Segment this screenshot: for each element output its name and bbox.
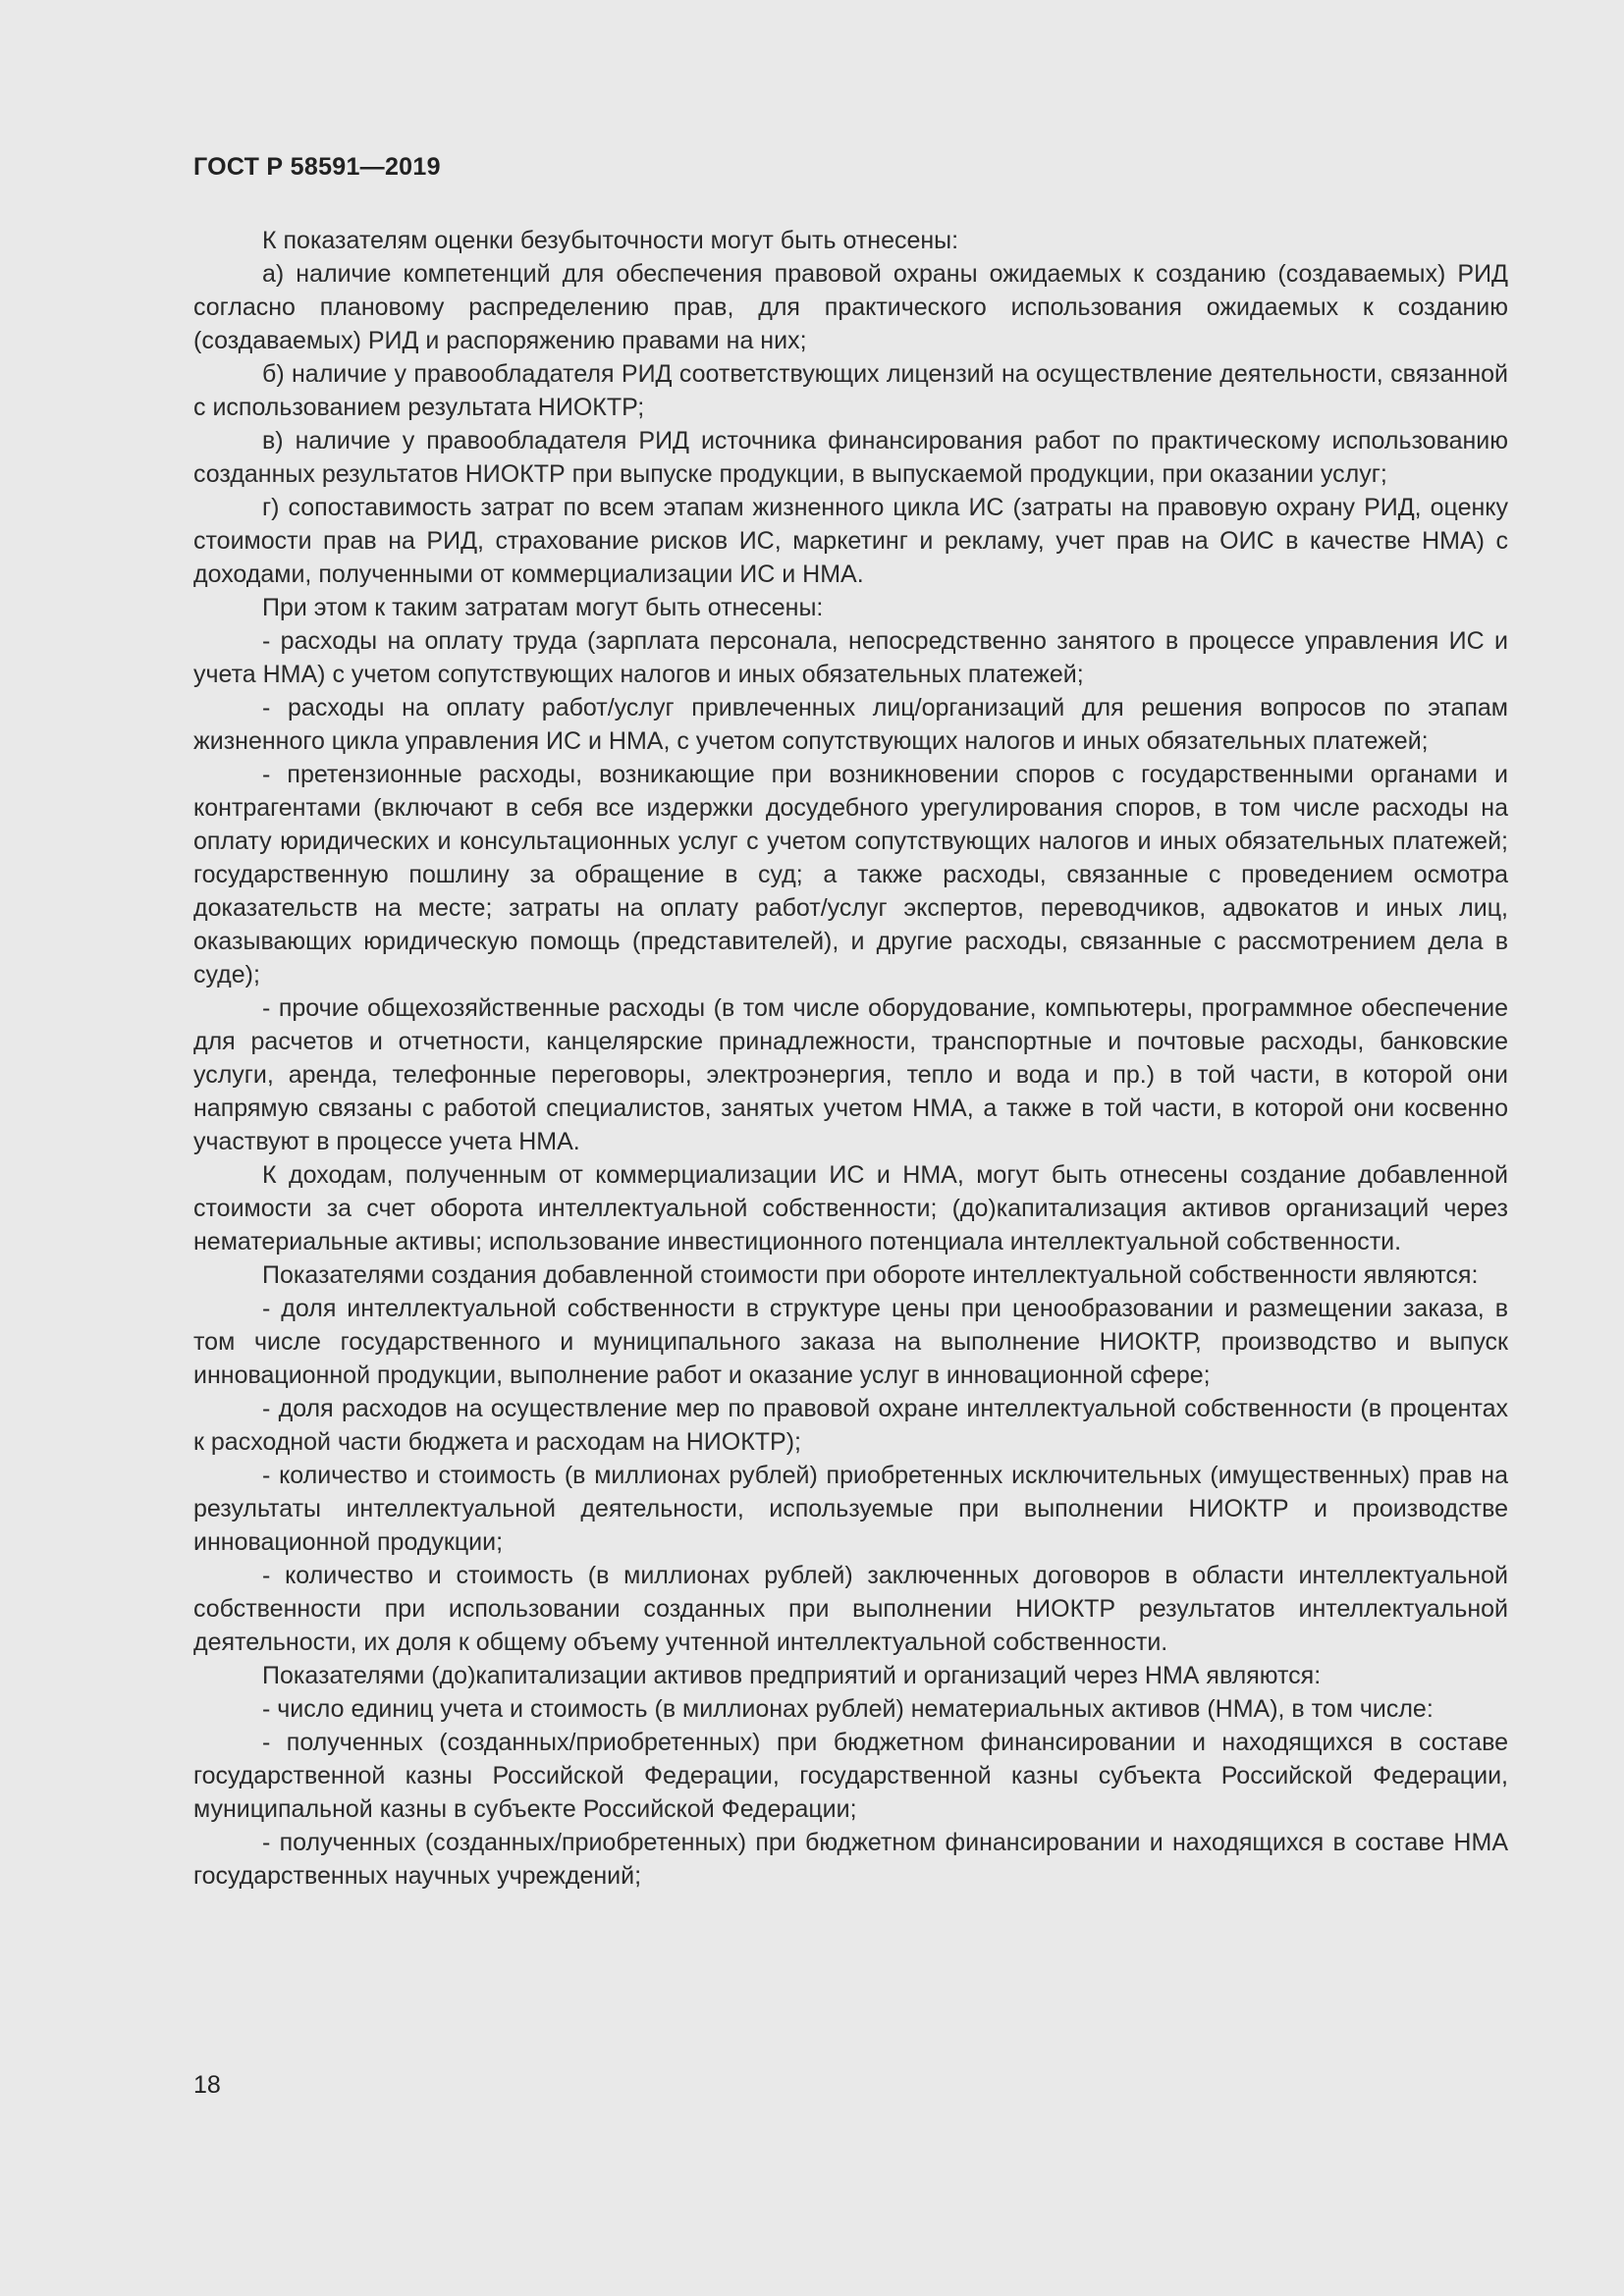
paragraph: - полученных (созданных/приобретенных) при бюджетном финансировании и находящихся в составе НМА государственных научных учреждений; xyxy=(193,1829,1508,1890)
paragraph: г) сопоставимость затрат по всем этапам жизненного цикла ИС (затраты на правовую охрану РИД, оценку стоимости прав на РИД, страхование рисков ИС, маркетинг и рекламу, учет прав на ОИС в качестве НМА) с доходами, полученными от коммерциализации ИС и НМА. xyxy=(193,494,1508,588)
document-code-header: ГОСТ Р 58591—2019 xyxy=(193,153,441,181)
paragraph: К показателям оценки безубыточности могут быть отнесены: xyxy=(262,227,959,254)
paragraph: - полученных (созданных/приобретенных) при бюджетном финансировании и находящихся в составе государственной казны Российской Федерации, государственной казны субъекта Российской Федерации, муниципальной казны в субъекте Российской Федерации; xyxy=(193,1729,1508,1823)
paragraph: - прочие общехозяйственные расходы (в том числе оборудование, компьютеры, программное обеспечение для расчетов и отчетности, канцелярские принадлежности, транспортные и почтовые расходы, банковские услуги, аренда, телефонные переговоры, электроэнергия, тепло и вода и пр.) в той части, в которой они напрямую связаны с работой специалистов, занятых учетом НМА, а также в той части, в которой они косвенно участвуют в процессе учета НМА. xyxy=(193,994,1508,1155)
paragraph: - доля расходов на осуществление мер по правовой охране интеллектуальной собственности (в процентах к расходной части бюджета и расходам на НИОКТР); xyxy=(193,1395,1508,1456)
paragraph: а) наличие компетенций для обеспечения правовой охраны ожидаемых к созданию (создаваемых) РИД согласно плановому распределению прав, для практического использования ожидаемых к созданию (создаваемых) РИД и распоряжению правами на них; xyxy=(193,260,1508,354)
paragraph: При этом к таким затратам могут быть отнесены: xyxy=(262,594,824,621)
page-number: 18 xyxy=(193,2071,221,2099)
paragraph: - число единиц учета и стоимость (в миллионах рублей) нематериальных активов (НМА), в том числе: xyxy=(262,1695,1434,1723)
paragraph: - количество и стоимость (в миллионах рублей) заключенных договоров в области интеллектуальной собственности при использовании созданных при выполнении НИОКТР результатов интеллектуальной деятельности, их доля к общему объему учтенной интеллектуальной собственности. xyxy=(193,1562,1508,1656)
paragraph: - расходы на оплату труда (зарплата персонала, непосредственно занятого в процессе управления ИС и учета НМА) с учетом сопутствующих налогов и иных обязательных платежей; xyxy=(193,627,1508,688)
paragraph: - количество и стоимость (в миллионах рублей) приобретенных исключительных (имущественных) прав на результаты интеллектуальной деятельности, используемые при выполнении НИОКТР и производстве инновационной продукции; xyxy=(193,1462,1508,1556)
paragraph: К доходам, полученным от коммерциализации ИС и НМА, могут быть отнесены создание добавленной стоимости за счет оборота интеллектуальной собственности; (до)капитализация активов организаций через нематериальные активы; использование инвестиционного потенциала интеллектуальной собственности. xyxy=(193,1161,1508,1255)
paragraph: Показателями создания добавленной стоимости при обороте интеллектуальной собственности являются: xyxy=(262,1261,1479,1289)
paragraph: Показателями (до)капитализации активов предприятий и организаций через НМА являются: xyxy=(262,1662,1322,1689)
paragraph: б) наличие у правообладателя РИД соответствующих лицензий на осуществление деятельности, связанной с использованием результата НИОКТР; xyxy=(193,360,1508,421)
document-body xyxy=(193,224,1508,1893)
paragraph: в) наличие у правообладателя РИД источника финансирования работ по практическому использованию созданных результатов НИОКТР при выпуске продукции, в выпускаемой продукции, при оказании услуг; xyxy=(193,427,1508,488)
paragraph: - претензионные расходы, возникающие при возникновении споров с государственными органами и контрагентами (включают в себя все издержки досудебного урегулирования споров, в том числе расходы на оплату юридических и консультационных услуг с учетом сопутствующих налогов и иных обязательных платежей; государственную пошлину за обращение в суд; а также расходы, связанные с проведением осмотра доказательств на месте; затраты на оплату работ/услуг экспертов, переводчиков, адвокатов и иных лиц, оказывающих юридическую помощь (представителей), и другие расходы, связанные с рассмотрением дела в суде); xyxy=(193,761,1508,988)
paragraph: - доля интеллектуальной собственности в структуре цены при ценообразовании и размещении заказа, в том числе государственного и муниципального заказа на выполнение НИОКТР, производство и выпуск инновационной продукции, выполнение работ и оказание услуг в инновационной сфере; xyxy=(193,1295,1508,1389)
paragraph: - расходы на оплату работ/услуг привлеченных лиц/организаций для решения вопросов по этапам жизненного цикла управления ИС и НМА, с учетом сопутствующих налогов и иных обязательных платежей; xyxy=(193,694,1508,755)
